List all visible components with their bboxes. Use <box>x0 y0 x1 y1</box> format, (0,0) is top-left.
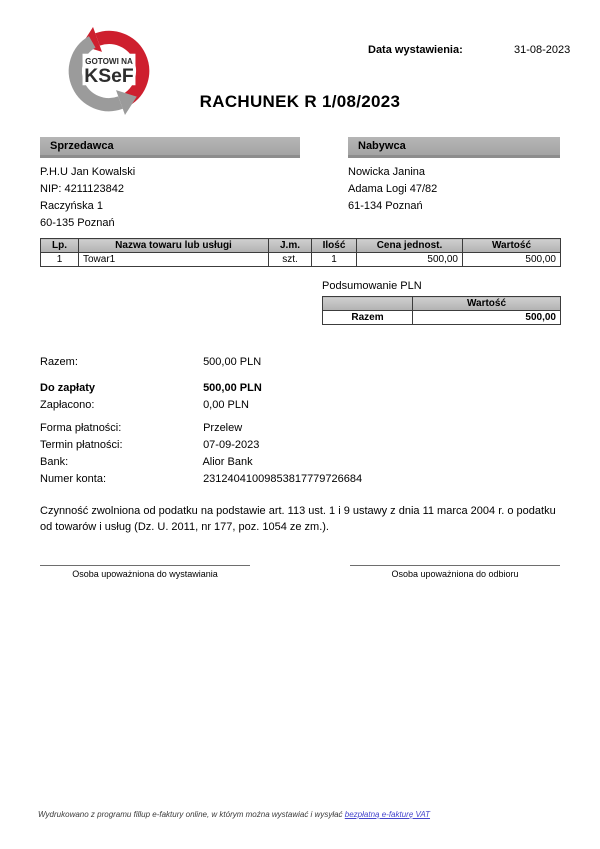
summary-row <box>323 311 561 325</box>
seller-city: 60-135 Poznań <box>40 217 115 229</box>
col-header-unit: J.m. <box>269 239 312 253</box>
buyer-city: 61-134 Poznań <box>348 200 423 212</box>
item-qty: 1 <box>312 253 357 267</box>
item-value: 500,00 <box>463 253 561 267</box>
paid-label: Zapłacono: <box>40 399 95 411</box>
summary-title: Podsumowanie PLN <box>322 280 422 292</box>
item-unit: szt. <box>269 253 312 267</box>
col-header-name: Nazwa towaru lub usługi <box>79 239 269 253</box>
paid-value: 0,00 PLN <box>203 399 249 411</box>
bank-value: Alior Bank <box>202 456 253 468</box>
items-table <box>40 238 561 267</box>
items-table-header-row <box>41 239 561 253</box>
seller-name: P.H.U Jan Kowalski <box>40 166 136 178</box>
buyer-street: Adama Logi 47/82 <box>348 183 438 195</box>
payment-due-date-value: 07-09-2023 <box>203 439 260 451</box>
summary-row-value: 500,00 <box>413 311 561 325</box>
buyer-header: Nabywca <box>348 137 560 158</box>
amount-due-value: 500,00 PLN <box>203 382 262 394</box>
col-header-qty: Ilość <box>312 239 357 253</box>
total-label: Razem: <box>40 356 78 368</box>
issue-date-label: Data wystawienia: <box>368 44 463 56</box>
totals-block <box>40 354 262 414</box>
payment-due-date-label: Termin płatności: <box>40 439 123 451</box>
signature-receiver <box>350 565 560 579</box>
page-title: RACHUNEK R 1/08/2023 <box>199 92 401 111</box>
legal-note: Czynność zwolniona od podatku na podstawie art. 113 ust. 1 i 9 ustawy z dnia 11 marca 2004 r. o podatku od towarów i usług (Dz. U. 2011, nr 177, poz. 1054 ze zm.). <box>40 505 556 533</box>
summary-row-label: Razem <box>323 311 413 325</box>
buyer-section <box>348 137 560 215</box>
account-number-label: Numer konta: <box>40 473 107 485</box>
signature-issuer-label: Osoba upoważniona do wystawiania <box>72 569 218 579</box>
seller-street: Raczyńska 1 <box>40 200 103 212</box>
col-header-value: Wartość <box>463 239 561 253</box>
item-lp: 1 <box>41 253 79 267</box>
seller-header: Sprzedawca <box>40 137 300 158</box>
summary-header-row <box>323 297 561 311</box>
signature-receiver-label: Osoba upoważniona do odbioru <box>391 569 519 579</box>
summary-value-header: Wartość <box>413 297 561 311</box>
seller-section <box>40 137 300 232</box>
col-header-lp: Lp. <box>41 239 79 253</box>
footer-link[interactable]: bezpłatną e-fakturę VAT <box>344 810 431 819</box>
summary-empty-header <box>323 297 413 311</box>
payment-method-label: Forma płatności: <box>40 422 122 434</box>
amount-due-label: Do zapłaty <box>40 382 96 394</box>
signature-issuer <box>40 565 250 579</box>
footer-text: Wydrukowano z programu fillup e-faktury online, w którym można wystawiać i wysyłać <box>38 810 345 819</box>
total-value: 500,00 PLN <box>203 356 262 368</box>
issue-date-value: 31-08-2023 <box>514 44 571 56</box>
logo-text-top: GOTOWI NA <box>85 56 133 66</box>
item-unit-price: 500,00 <box>357 253 463 267</box>
table-row <box>41 253 561 267</box>
summary-table <box>322 296 561 325</box>
col-header-unit-price: Cena jednost. <box>357 239 463 253</box>
account-number-value: 23124041009853817779726684 <box>203 473 363 485</box>
bank-label: Bank: <box>40 456 69 468</box>
logo-text-ksef: KSeF <box>84 66 134 88</box>
buyer-name: Nowicka Janina <box>348 166 426 178</box>
payment-method-value: Przelew <box>203 422 243 434</box>
payment-block <box>40 420 362 488</box>
footer-note <box>38 810 430 819</box>
seller-nip: NIP: 4211123842 <box>40 183 124 195</box>
item-name: Towar1 <box>79 253 269 267</box>
